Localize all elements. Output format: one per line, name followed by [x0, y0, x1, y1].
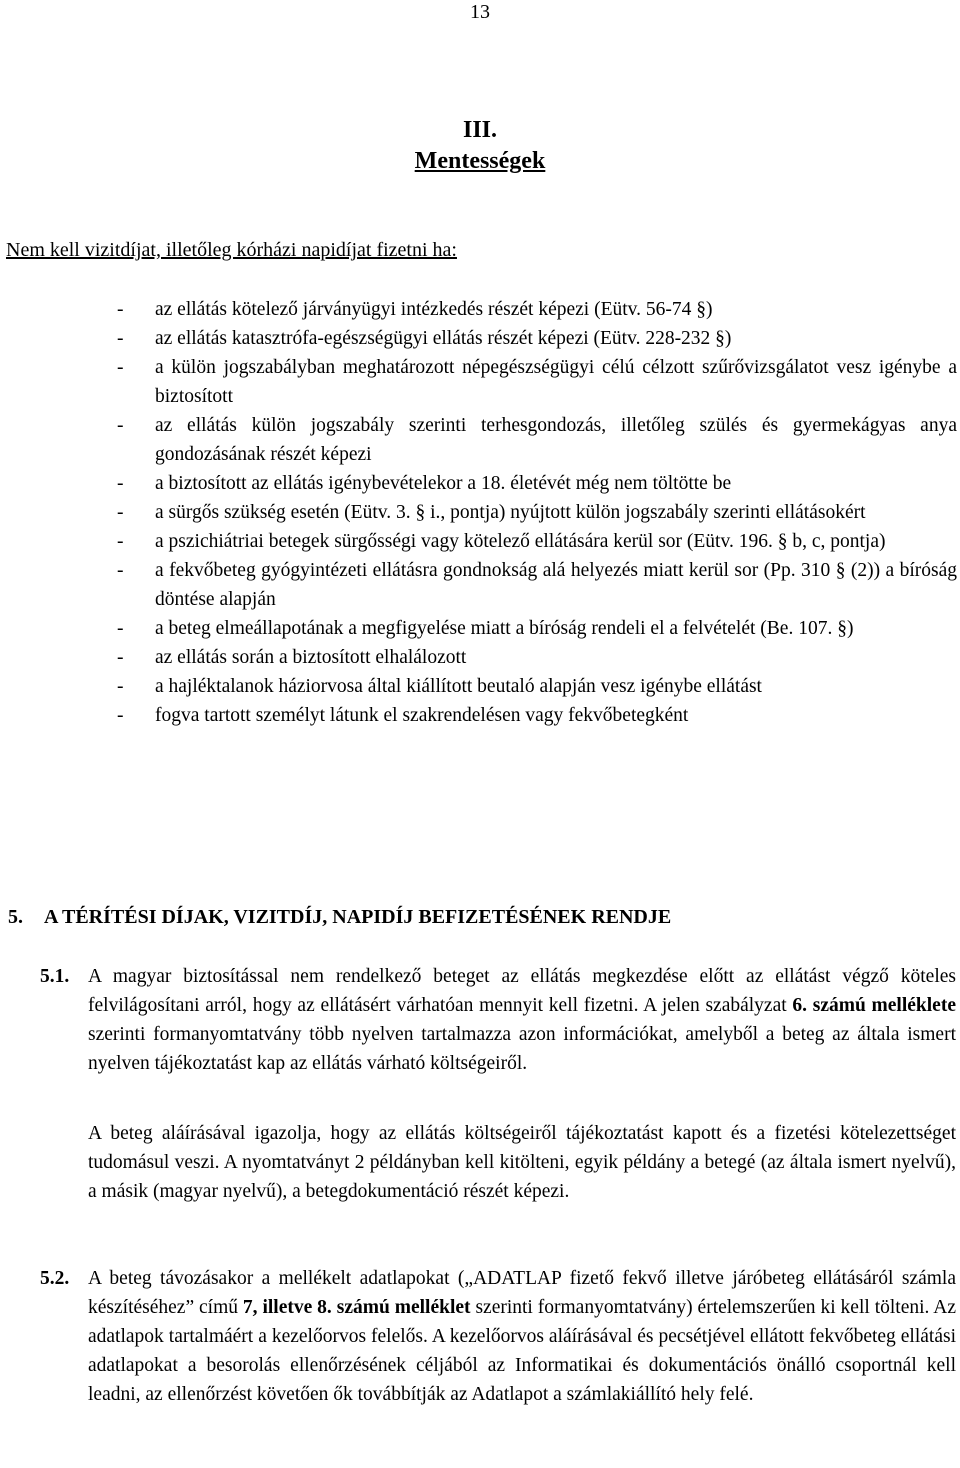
list-item — [117, 469, 957, 498]
list-item-text: az ellátás katasztrófa-egészségügyi ellátás részét képezi (Eütv. 228-232 §) — [155, 328, 732, 349]
list-item — [117, 411, 957, 469]
paragraph-bold-text: 7, illetve 8. számú melléklet — [242, 1297, 471, 1318]
list-dash: - — [117, 299, 124, 320]
exemption-list — [117, 295, 957, 730]
list-item-text: a külön jogszabályban meghatározott népegészségügyi célú célzott szűrővizsgálatot vesz igénybe a biztosított — [155, 357, 957, 407]
list-item-text: a hajléktalanok háziorvosa által kiállított beutaló alapján vesz igénybe ellátást — [155, 676, 762, 697]
list-dash: - — [117, 560, 124, 581]
paragraph-5-1 — [88, 962, 956, 1078]
list-item-text: az ellátás során a biztosított elhalálozott — [155, 647, 467, 668]
chapter-title — [0, 146, 960, 176]
list-item — [117, 643, 957, 672]
list-item-text: az ellátás kötelező járványügyi intézkedés részét képezi (Eütv. 56-74 §) — [155, 299, 713, 320]
list-dash: - — [117, 328, 124, 349]
list-dash: - — [117, 647, 124, 668]
list-item-text: a pszichiátriai betegek sürgősségi vagy kötelező ellátására kerül sor (Eütv. 196. § b, c, pontja) — [155, 531, 886, 552]
section-number: 5. — [8, 906, 23, 928]
paragraph-text: szerinti formanyomtatvány) értelemszerűen ki kell tölteni. Az adatlapok tartalmáért a kezelőorvos felelős. A kezelőorvos aláírásával és pecsétjével ellátott fekvőbeteg ellátási adatlapokat a besorolás ellenőrzésének céljából az Informatikai és dokumentációs önálló csoportnál kell leadni, az ellenőrzést követően ők továbbítják az Adatlapot a számlakiállító hely felé. — [88, 1297, 956, 1405]
list-item — [117, 614, 957, 643]
list-dash: - — [117, 415, 124, 436]
paragraph-text: szerinti formanyomtatvány több nyelven tartalmazza azon információkat, amelyből a beteg az általa ismert nyelven tájékoztatást kap az ellátás várható költségeiről. — [88, 1024, 956, 1074]
paragraph-label: 5.1. — [40, 966, 70, 987]
list-dash: - — [117, 705, 124, 726]
paragraph-5-1-b: A beteg aláírásával igazolja, hogy az ellátás költségeiről tájékoztatást kapott és a fizetési kötelezettséget tudomásul veszi. A nyomtatványt 2 példányban kell kitölteni, egyik példány a betegé (az általa ismert nyelvű), a másik (magyar nyelvű), a betegdokumentáció részét képezi. — [88, 1123, 956, 1202]
list-item — [117, 527, 957, 556]
list-item — [117, 556, 957, 614]
list-item-text: a sürgős szükség esetén (Eütv. 3. § i., pontja) nyújtott külön jogszabály szerinti ellátásokért — [155, 502, 866, 523]
paragraph-label: 5.2. — [40, 1268, 70, 1289]
section-heading — [8, 903, 671, 931]
list-item-text: fogva tartott személyt látunk el szakrendelésen vagy fekvőbetegként — [155, 705, 689, 726]
list-item — [117, 353, 957, 411]
chapter-title-text: Mentességek — [414, 148, 546, 174]
paragraph-5-2 — [88, 1264, 956, 1409]
list-item-text: a fekvőbeteg gyógyintézeti ellátásra gondnokság alá helyezés miatt kerül sor (Pp. 310 § (2)) a bíróság döntése alapján — [155, 560, 957, 610]
list-item-text: az ellátás külön jogszabály szerinti terhesgondozás, illetőleg szülés és gyermekágyas anya gondozásának részét képezi — [155, 415, 957, 465]
list-item — [117, 498, 957, 527]
list-item-text: a biztosított az ellátás igénybevételekor a 18. életévét még nem töltötte be — [155, 473, 732, 494]
intro-line: Nem kell vizitdíjat, illetőleg kórházi napidíjat fizetni ha: — [6, 239, 457, 261]
paragraph-bold-text: 6. számú melléklete — [792, 995, 956, 1016]
list-dash: - — [117, 618, 124, 639]
chapter-number: III. — [462, 117, 498, 143]
paragraph-text: A magyar biztosítással nem rendelkező beteget az ellátás megkezdése előtt az ellátást végző köteles felvilágosítani arról, hogy az ellátásért várhatóan mennyit kell fizetni. A jelen szabályzat — [88, 966, 956, 1016]
list-dash: - — [117, 531, 124, 552]
list-item — [117, 295, 957, 324]
list-dash: - — [117, 357, 124, 378]
list-dash: - — [117, 676, 124, 697]
list-dash: - — [117, 473, 124, 494]
list-item — [117, 324, 957, 353]
list-item — [117, 701, 957, 730]
section-title: A TÉRÍTÉSI DÍJAK, VIZITDÍJ, NAPIDÍJ BEFIZETÉSÉNEK RENDJE — [44, 906, 672, 928]
list-dash: - — [117, 502, 124, 523]
list-item — [117, 672, 957, 701]
list-item-text: a beteg elmeállapotának a megfigyelése miatt a bíróság rendeli el a felvételét (Be. 107. §) — [155, 618, 854, 639]
page-number: 13 — [470, 1, 490, 23]
paragraph-text: A beteg távozásakor a mellékelt adatlapokat („ADATLAP fizető fekvő illetve járóbeteg ellátásáról számla készítéséhez” című — [88, 1268, 956, 1318]
